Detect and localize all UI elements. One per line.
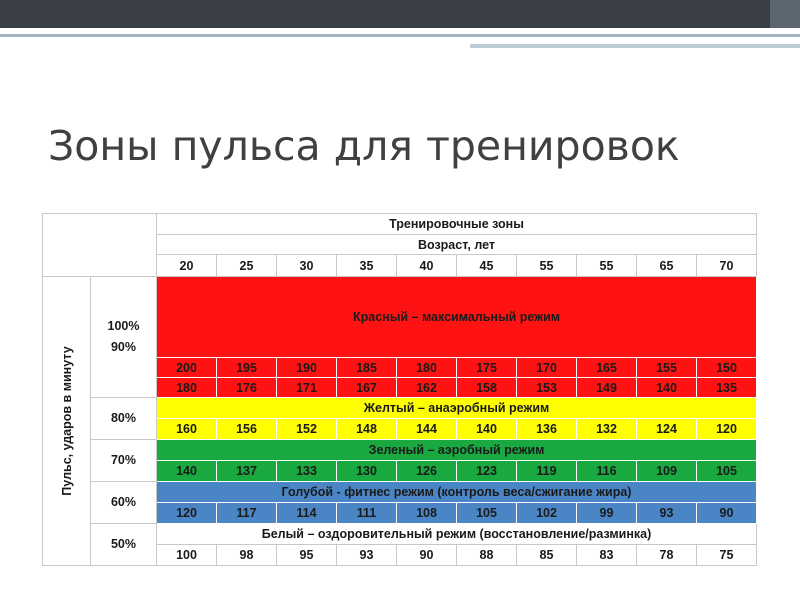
zone-percent-blue: 60% [91,482,157,524]
age-cell: 25 [217,255,277,277]
pulse-cell: 195 [217,358,277,378]
pulse-cell: 108 [397,503,457,524]
pulse-cell: 100 [157,545,217,566]
pulse-cell: 152 [277,419,337,440]
pulse-cell: 109 [637,461,697,482]
pulse-cell: 124 [637,419,697,440]
decorative-line [470,44,800,48]
heart-rate-zones-table [42,213,757,566]
pulse-cell: 156 [217,419,277,440]
pulse-cell: 148 [337,419,397,440]
pulse-cell: 102 [517,503,577,524]
pulse-cell: 90 [697,503,757,524]
header-age: Возраст, лет [157,235,757,255]
pulse-cell: 140 [457,419,517,440]
pulse-cell: 137 [217,461,277,482]
pulse-cell: 133 [277,461,337,482]
zone-percent-white: 50% [91,524,157,566]
corner-cell [43,214,157,277]
pulse-cell: 99 [577,503,637,524]
pulse-cell: 171 [277,378,337,398]
pulse-cell: 140 [637,378,697,398]
pulse-cell: 132 [577,419,637,440]
age-cell: 20 [157,255,217,277]
age-cell: 70 [697,255,757,277]
pulse-cell: 119 [517,461,577,482]
age-cell: 55 [517,255,577,277]
pulse-cell: 153 [517,378,577,398]
age-cell: 65 [637,255,697,277]
pulse-cell: 95 [277,545,337,566]
slide-title: Зоны пульса для тренировок [48,122,680,170]
top-bar-accent [770,0,800,28]
percent-bottom: 90% [110,340,137,354]
pulse-cell: 123 [457,461,517,482]
decorative-line [0,34,800,37]
zone-name-green: Зеленый – аэробный режим [157,440,757,461]
pulse-cell: 175 [457,358,517,378]
age-cell: 45 [457,255,517,277]
pulse-cell: 126 [397,461,457,482]
pulse-cell: 165 [577,358,637,378]
pulse-cell: 149 [577,378,637,398]
age-cell: 35 [337,255,397,277]
side-axis-label [43,277,91,566]
pulse-cell: 130 [337,461,397,482]
age-cell: 40 [397,255,457,277]
pulse-cell: 200 [157,358,217,378]
pulse-cell: 114 [277,503,337,524]
pulse-cell: 180 [397,358,457,378]
pulse-cell: 105 [697,461,757,482]
top-bar [0,0,800,28]
header-training-zones: Тренировочные зоны [157,214,757,235]
age-cell: 55 [577,255,637,277]
pulse-cell: 167 [337,378,397,398]
pulse-cell: 93 [637,503,697,524]
pulse-cell: 90 [397,545,457,566]
pulse-cell: 180 [157,378,217,398]
pulse-cell: 136 [517,419,577,440]
zone-name-red: Красный – максимальный режим [157,277,757,358]
pulse-cell: 155 [637,358,697,378]
pulse-cell: 170 [517,358,577,378]
zone-name-blue: Голубой - фитнес режим (контроль веса/сжигание жира) [157,482,757,503]
zone-percent-yellow: 80% [91,398,157,440]
pulse-cell: 83 [577,545,637,566]
pulse-cell: 140 [157,461,217,482]
pulse-cell: 150 [697,358,757,378]
pulse-cell: 85 [517,545,577,566]
percent-top: 100% [107,319,140,333]
zone-percent-red [91,277,157,398]
pulse-cell: 116 [577,461,637,482]
pulse-cell: 185 [337,358,397,378]
pulse-cell: 135 [697,378,757,398]
pulse-cell: 162 [397,378,457,398]
zone-name-yellow: Желтый – анаэробный режим [157,398,757,419]
pulse-cell: 117 [217,503,277,524]
pulse-cell: 93 [337,545,397,566]
pulse-cell: 111 [337,503,397,524]
pulse-cell: 105 [457,503,517,524]
zone-name-white: Белый – оздоровительный режим (восстановление/разминка) [157,524,757,545]
pulse-cell: 98 [217,545,277,566]
pulse-cell: 190 [277,358,337,378]
pulse-cell: 120 [157,503,217,524]
pulse-cell: 88 [457,545,517,566]
pulse-cell: 176 [217,378,277,398]
zone-percent-green: 70% [91,440,157,482]
pulse-cell: 158 [457,378,517,398]
pulse-cell: 78 [637,545,697,566]
age-cell: 30 [277,255,337,277]
pulse-cell: 75 [697,545,757,566]
pulse-cell: 160 [157,419,217,440]
pulse-cell: 144 [397,419,457,440]
side-axis-label-text: Пульс, ударов в минуту [59,346,74,496]
pulse-cell: 120 [697,419,757,440]
